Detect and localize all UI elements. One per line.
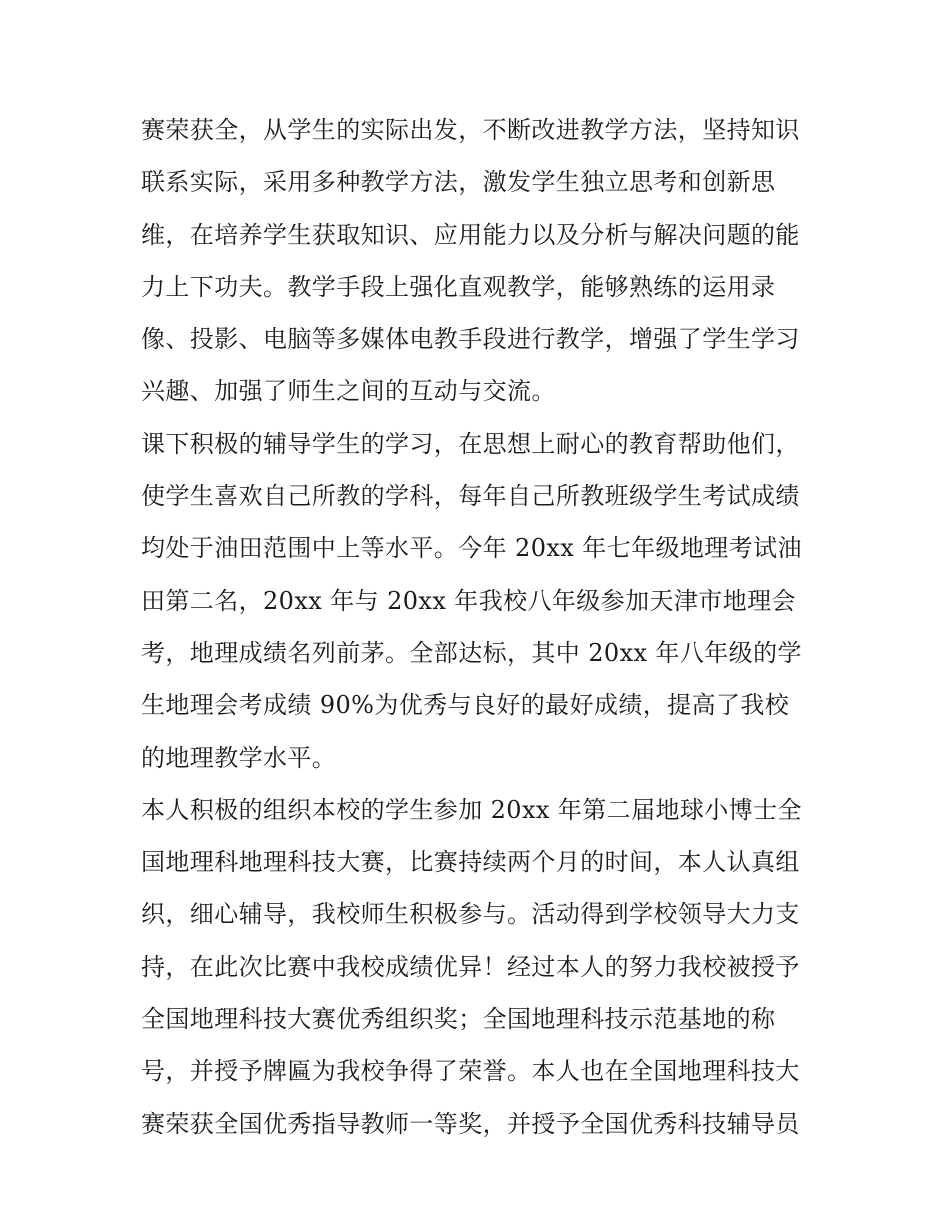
text-line: 生地理会考成绩 90%为优秀与良好的最好成绩，提高了我校: [141, 691, 790, 720]
text-line: 考，地理成绩名列前茅。全部达标，其中 20xx 年八年级的学: [141, 638, 802, 667]
text-line: 持，在此次比赛中我校成绩优异！经过本人的努力我校被授予: [141, 952, 800, 981]
text-line: 田第二名，20xx 年与 20xx 年我校八年级参加天津市地理会: [141, 586, 796, 615]
text-line: 使学生喜欢自己所教的学科，每年自己所教班级学生考试成绩: [141, 482, 800, 511]
text-line: 课下积极的辅导学生的学习，在思想上耐心的教育帮助他们，: [141, 429, 800, 458]
text-line: 联系实际，采用多种教学方法，激发学生独立思考和创新思: [141, 168, 776, 197]
text-line: 的地理教学水平。: [141, 743, 337, 772]
text-line: 全国地理科技大赛优秀组织奖；全国地理科技示范基地的称: [141, 1005, 776, 1034]
text-line: 赛荣获全，从学生的实际出发，不断改进教学方法，坚持知识: [141, 116, 800, 144]
text-line: 号，并授予牌匾为我校争得了荣誉。本人也在全国地理科技大: [141, 1057, 800, 1086]
text-line: 赛荣获全国优秀指导教师一等奖，并授予全国优秀科技辅导员: [141, 1109, 800, 1138]
text-line: 像、投影、电脑等多媒体电教手段进行教学，增强了学生学习: [141, 325, 800, 354]
text-line: 国地理科地理科技大赛，比赛持续两个月的时间，本人认真组: [141, 848, 800, 877]
text-line: 织，细心辅导，我校师生积极参与。活动得到学校领导大力支: [141, 900, 800, 929]
text-line: 维，在培养学生获取知识、应用能力以及分析与解决问题的能: [141, 220, 800, 249]
text-line: 力上下功夫。教学手段上强化直观教学，能够熟练的运用录: [141, 272, 776, 301]
document-body: [141, 104, 821, 1150]
text-line: 本人积极的组织本校的学生参加 20xx 年第二届地球小博士全: [141, 795, 802, 824]
text-line: 兴趣、加强了师生之间的互动与交流。: [141, 377, 556, 406]
text-line: 均处于油田范围中上等水平。今年 20xx 年七年级地理考试油: [141, 534, 802, 563]
